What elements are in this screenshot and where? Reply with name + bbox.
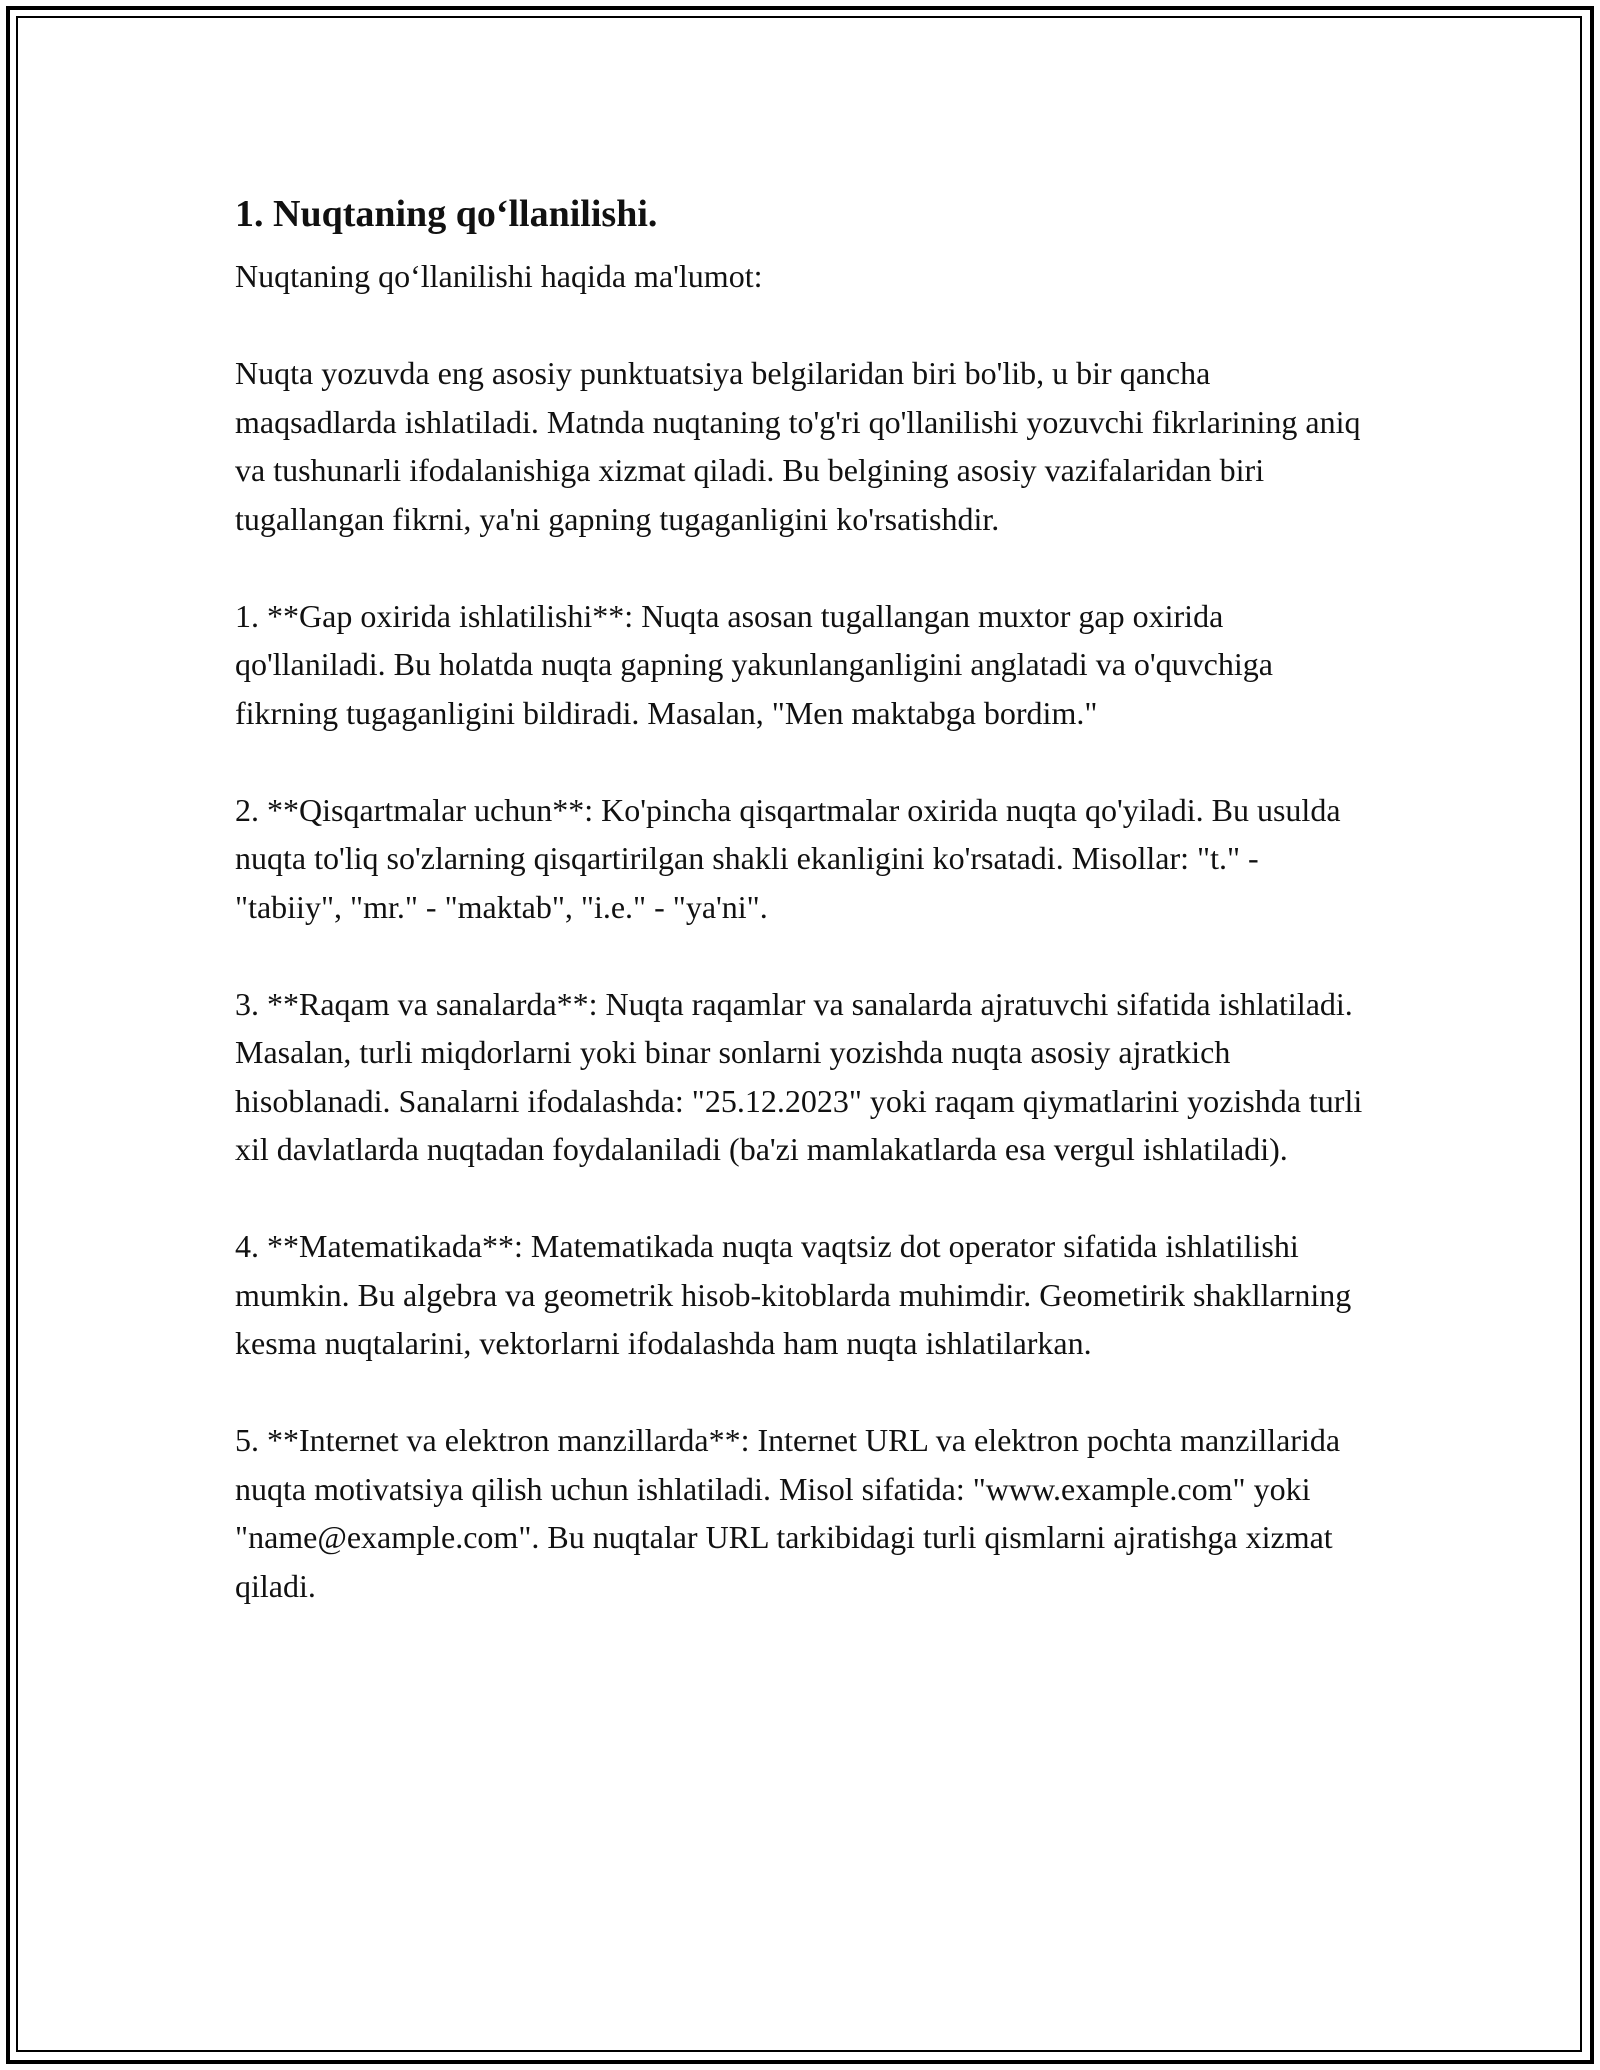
paragraph-item-1: 1. **Gap oxirida ishlatilishi**: Nuqta asosan tugallangan muxtor gap oxirida qo'llaniladi. Bu holatda nuqta gapning yakunlanganligini anglatadi va o'quvchiga fikrning tugaganligini bildiradi. Masalan, "Men maktabga bordim." [235, 597, 1273, 731]
paragraph-item-4: 4. **Matematikada**: Matematikada nuqta vaqtsiz dot operator sifatida ishlatilishi mumkin. Bu algebra va geometrik hisob-kitoblarda muhimdir. Geometirik shakllarning kesma nuqtalarini, vektorlarni ifodalashda ham nuqta ishlatilarkan. [235, 1228, 1352, 1361]
intro-paragraph: Nuqtaning qo‘llanilishi haqida ma'lumot: [235, 258, 763, 294]
paragraph-item-2: 2. **Qisqartmalar uchun**: Ko'pincha qisqartmalar oxirida nuqta qo'yiladi. Bu usulda nuqta to'liq so'zlarning qisqartirilgan shakli ekanligini ko'rsatadi. Misollar: "t." - "tabiiy", "mr." - "maktab", "i.e." - "ya'ni". [235, 791, 1341, 925]
document-body [235, 188, 1370, 1659]
paragraph-item-3: 3. **Raqam va sanalarda**: Nuqta raqamlar va sanalarda ajratuvchi sifatida ishlatiladi. Masalan, turli miqdorlarni yoki binar sonlarni yozishda nuqta asosiy ajratkich hisoblanadi. Sanalarni ifodalashda: "25.12.2023" yoki raqam qiymatlarini yozishda turli xil davlatlarda nuqtadan foydalaniladi (ba'zi mamlakatlarda esa vergul ishlatiladi). [235, 985, 1363, 1167]
paragraph-overview: Nuqta yozuvda eng asosiy punktuatsiya belgilaridan biri bo'lib, u bir qancha maqsadlarda ishlatiladi. Matnda nuqtaning to'g'ri qo'llanilishi yozuvchi fikrlarining aniq va tushunarli ifodalanishiga xizmat qiladi. Bu belgining asosiy vazifalaridan biri tugallangan fikrni, ya'ni gapning tugaganligini ko'rsatishdir. [235, 355, 1361, 537]
paragraph-item-5: 5. **Internet va elektron manzillarda**: Internet URL va elektron pochta manzillarida nuqta motivatsiya qilish uchun ishlatiladi. Misol sifatida: "www.example.com" yoki "name@example.com". Bu nuqtalar URL tarkibidagi turli qismlarni ajratishga xizmat qiladi. [235, 1422, 1341, 1604]
document-title: 1. Nuqtaning qo‘llanilishi. [235, 193, 658, 235]
